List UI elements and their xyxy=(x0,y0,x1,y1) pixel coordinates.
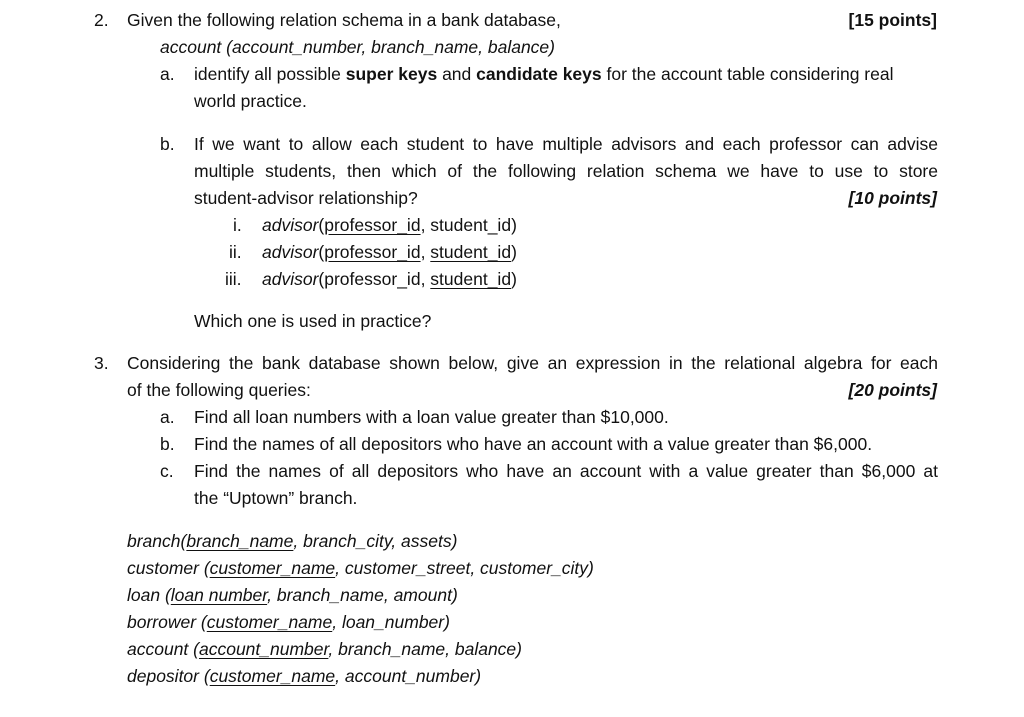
q2b-option-3-label: iii. xyxy=(225,269,242,289)
schema-customer xyxy=(127,557,594,579)
q3b-label: b. xyxy=(160,434,175,454)
q2a-candidate-keys: candidate keys xyxy=(476,64,602,84)
option-attr-professor: professor_id xyxy=(324,215,421,235)
schema-borrower xyxy=(127,611,450,633)
q2-points: [15 points] xyxy=(848,10,937,30)
option-paren: ( xyxy=(318,269,325,289)
q3-number: 3. xyxy=(94,353,109,373)
schema-rest: , branch_city, assets) xyxy=(293,531,458,551)
q2b-points: [10 points] xyxy=(848,188,937,208)
option-sep: , xyxy=(420,242,431,262)
option-relation-name: advisor xyxy=(262,269,319,289)
option-attr-student: student_id xyxy=(430,242,512,262)
q2a-text-1: identify all possible xyxy=(194,64,346,84)
schema-branch xyxy=(127,530,457,552)
q3-points: [20 points] xyxy=(848,380,937,400)
schema-loan xyxy=(127,584,458,606)
option-relation-name: advisor xyxy=(262,215,319,235)
schema-name: depositor ( xyxy=(127,666,210,686)
q3c-text-2: the “Uptown” branch. xyxy=(194,488,358,508)
schema-name: loan ( xyxy=(127,585,171,605)
schema-rest: , customer_street, customer_city) xyxy=(335,558,594,578)
q2a-text-3: for the account table considering real xyxy=(601,64,894,84)
q2b-line2: multiple students, then which of the following relation schema we have to use to store xyxy=(194,161,938,181)
schema-key: customer_name xyxy=(209,666,336,686)
q2b-option-2-label: ii. xyxy=(229,242,242,262)
option-paren: ) xyxy=(511,242,517,262)
schema-depositor xyxy=(127,665,481,687)
q3b-text: Find the names of all depositors who have an account with a value greater than $6,000. xyxy=(194,434,873,454)
q2a-line1 xyxy=(194,63,893,85)
schema-key: account_number xyxy=(198,639,329,659)
q2-schema-attrs: (account_number, branch_name, balance) xyxy=(226,37,555,57)
q2b-option-1-label: i. xyxy=(233,215,242,235)
schema-name: customer ( xyxy=(127,558,210,578)
schema-name: account ( xyxy=(127,639,199,659)
option-sep: , xyxy=(420,269,431,289)
q3-line2: of the following queries: xyxy=(127,380,311,400)
schema-rest: , account_number) xyxy=(335,666,482,686)
option-relation-name: advisor xyxy=(262,242,319,262)
q2a-super-keys: super keys xyxy=(345,64,438,84)
option-sep: , xyxy=(420,215,431,235)
schema-rest: , branch_name, balance) xyxy=(328,639,522,659)
q2a-text-2: and xyxy=(437,64,477,84)
option-paren: ( xyxy=(318,242,325,262)
q2b-option-1 xyxy=(262,214,517,236)
q2b-line3: student-advisor relationship? xyxy=(194,188,418,208)
q3c-text: Find the names of all depositors who have an account with a value greater than $6,000 at xyxy=(194,461,938,481)
schema-key: loan number xyxy=(170,585,268,605)
option-paren: ) xyxy=(511,215,517,235)
schema-rest: , branch_name, amount) xyxy=(267,585,458,605)
q2-schema-name: account xyxy=(160,37,222,57)
q3a-label: a. xyxy=(160,407,175,427)
option-attr-student: student_id xyxy=(430,269,512,289)
schema-key: branch_name xyxy=(186,531,294,551)
option-attr-professor: professor_id xyxy=(324,242,421,262)
q2-intro: Given the following relation schema in a bank database, xyxy=(127,10,561,30)
schema-name: borrower ( xyxy=(127,612,207,632)
q3a-text: Find all loan numbers with a loan value greater than $10,000. xyxy=(194,407,669,427)
q2b-line1: If we want to allow each student to have multiple advisors and each professor can advise xyxy=(194,134,938,154)
q2b-option-3 xyxy=(262,268,517,290)
q2-schema xyxy=(160,36,555,58)
q3-line1: Considering the bank database shown below, give an expression in the relational algebra for each xyxy=(127,353,938,373)
schema-rest: , loan_number) xyxy=(332,612,450,632)
q2b-question: Which one is used in practice? xyxy=(194,311,432,331)
schema-account xyxy=(127,638,522,660)
q3c-label: c. xyxy=(160,461,174,481)
schema-name: branch( xyxy=(127,531,187,551)
option-attr-student: student_id xyxy=(430,215,512,235)
option-paren: ( xyxy=(318,215,325,235)
schema-key: customer_name xyxy=(206,612,333,632)
q2a-line2: world practice. xyxy=(194,91,307,111)
schema-key: customer_name xyxy=(209,558,336,578)
q2b-option-2 xyxy=(262,241,517,263)
q2a-label: a. xyxy=(160,64,175,84)
q2-number: 2. xyxy=(94,10,109,30)
option-paren: ) xyxy=(511,269,517,289)
q2b-label: b. xyxy=(160,134,175,154)
option-attr-professor: professor_id xyxy=(324,269,421,289)
